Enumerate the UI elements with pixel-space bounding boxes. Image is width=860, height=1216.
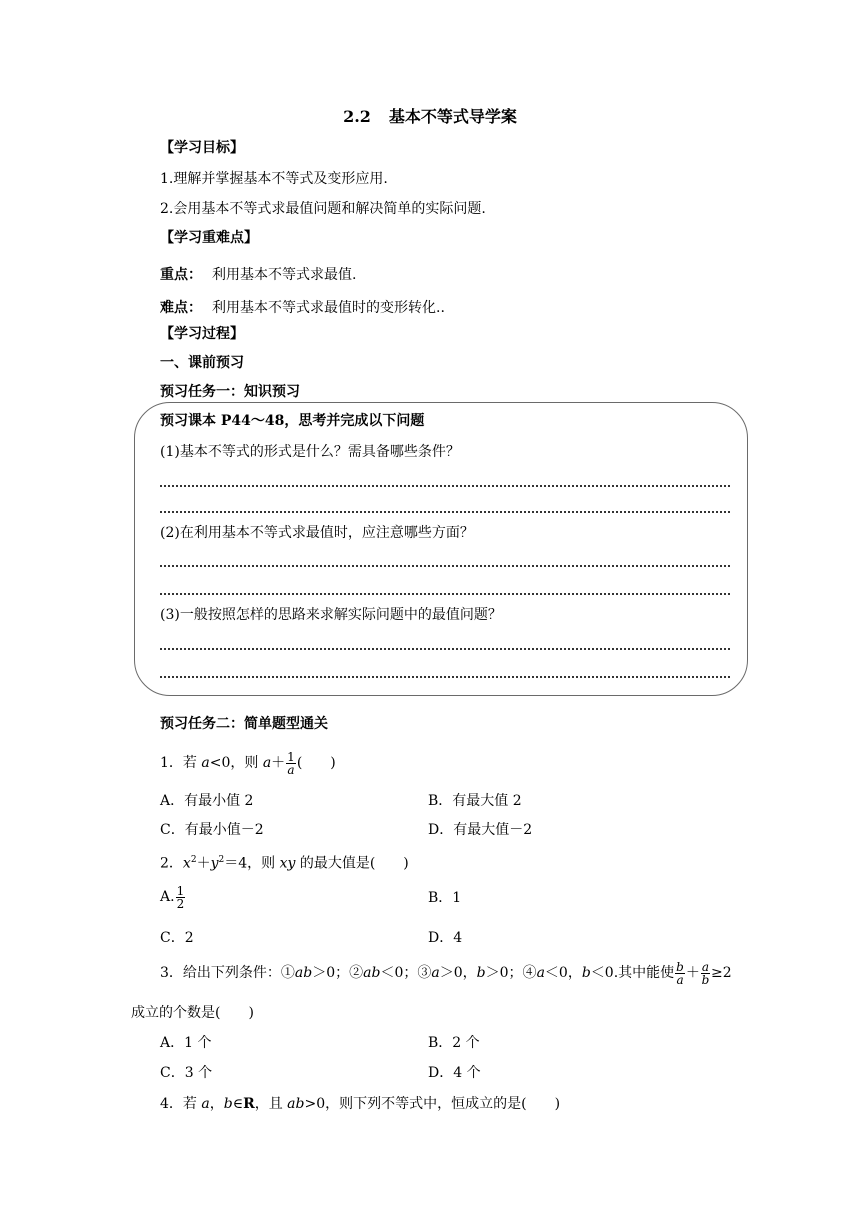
box-question-1: (1)基本不等式的形式是什么？需具备哪些条件？: [160, 444, 460, 460]
box-question-2: (2)在利用基本不等式求最值时，应注意哪些方面？: [160, 525, 474, 541]
answer-line[interactable]: [160, 648, 730, 650]
task-2-heading: 预习任务二：简单题型通关: [160, 716, 328, 732]
answer-line[interactable]: [160, 676, 730, 678]
keypoints-heading: 【学习重难点】: [160, 230, 258, 246]
page-title: 2.2 基本不等式导学案: [343, 107, 517, 126]
question-3-line-2: 成立的个数是( ): [131, 1005, 254, 1021]
question-1: 1．若 a<0，则 a＋ $\frac{1}{a}$ ( ): [160, 749, 336, 777]
fraction: $\frac{1}{a}$: [287, 749, 295, 777]
box-question-3: (3)一般按照怎样的思路来求解实际问题中的最值问题？: [160, 607, 502, 623]
q3-option-c[interactable]: C．3 个: [160, 1065, 213, 1081]
process-heading: 【学习过程】: [160, 326, 244, 342]
q3-option-d[interactable]: D．4 个: [428, 1065, 481, 1081]
q3-option-b[interactable]: B．2 个: [428, 1035, 480, 1051]
fraction: $\frac{1}{2}$: [176, 883, 185, 911]
question-3: 3．给出下列条件：①ab＞0；②ab＜0；③a＞0，b＞0；④a＜0，b＜0.其中能使 $\frac{b}{a}$ ＋ $\frac{a}{b}$ ≥2: [160, 959, 732, 987]
q3-option-a[interactable]: A．1 个: [160, 1035, 212, 1051]
q1-option-a[interactable]: A．有最小值 2: [160, 793, 254, 809]
task-1-heading: 预习任务一：知识预习: [160, 384, 300, 400]
difficult-point: 难点： 利用基本不等式求最值时的变形转化..: [160, 300, 445, 316]
question-2: 2．$x^2+y^2=4$，则 xy 的最大值是( ): [160, 855, 409, 872]
q2-option-c[interactable]: C．2: [160, 930, 194, 946]
answer-line[interactable]: [160, 485, 730, 487]
q1-option-b[interactable]: B．有最大值 2: [428, 793, 522, 809]
question-4: 4．若 a，b∈R，且 ab>0，则下列不等式中，恒成立的是( ): [160, 1096, 561, 1112]
key-point: 重点： 利用基本不等式求最值.: [160, 267, 357, 283]
q1-option-c[interactable]: C．有最小值－2: [160, 822, 264, 838]
answer-line[interactable]: [160, 593, 730, 595]
objectives-heading: 【学习目标】: [160, 140, 244, 156]
q2-option-a[interactable]: A. $\frac{1}{2}$: [160, 883, 185, 911]
q2-option-b[interactable]: B．1: [428, 890, 462, 906]
answer-line[interactable]: [160, 565, 730, 567]
objective-item-2: 2.会用基本不等式求最值问题和解决简单的实际问题.: [160, 201, 486, 217]
box-intro: 预习课本 P44～48，思考并完成以下问题: [160, 413, 425, 429]
objective-item-1: 1.理解并掌握基本不等式及变形应用.: [160, 171, 388, 187]
fraction: $\frac{b}{a}$: [676, 959, 684, 987]
section-1-heading: 一、课前预习: [160, 355, 244, 371]
q1-option-d[interactable]: D．有最大值－2: [428, 822, 533, 838]
q2-option-d[interactable]: D．4: [428, 930, 463, 946]
answer-line[interactable]: [160, 511, 730, 513]
fraction: $\frac{a}{b}$: [701, 959, 710, 987]
